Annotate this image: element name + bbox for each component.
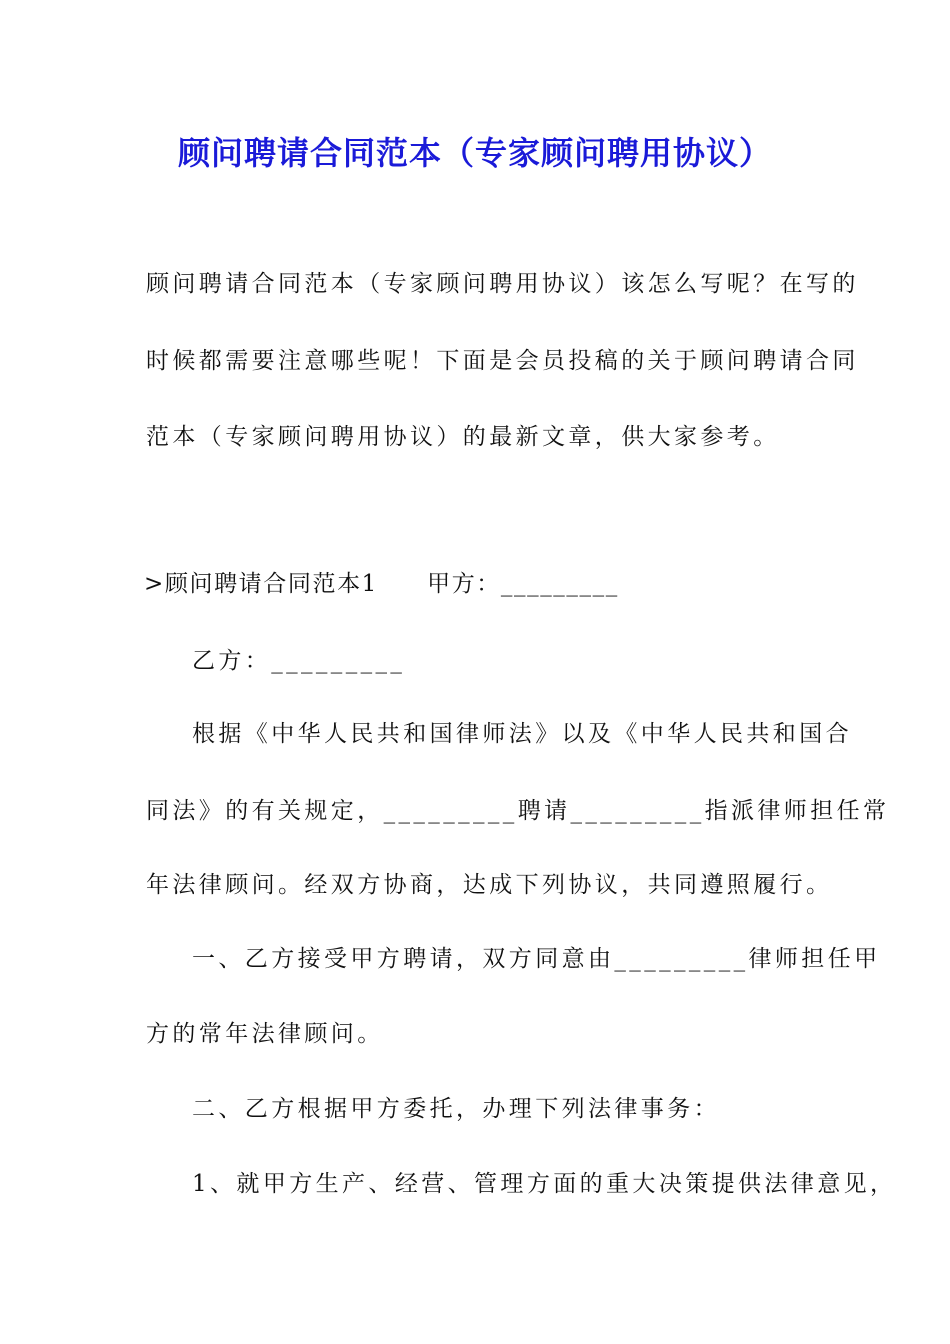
clause-1-line-1: 一、乙方接受甲方聘请，双方同意由_________律师担任甲	[192, 946, 881, 972]
intro-line-1: 顾问聘请合同范本（专家顾问聘用协议）该怎么写呢？在写的	[146, 271, 859, 297]
clause-1-line-2: 方的常年法律顾问。	[146, 1021, 384, 1047]
section-heading: >顾问聘请合同范本1 甲方：_________	[144, 571, 619, 597]
party-b-line: 乙方：_________	[192, 648, 406, 674]
clause-2-line: 二、乙方根据甲方委托，办理下列法律事务：	[192, 1096, 720, 1122]
item-1-line: 1、就甲方生产、经营、管理方面的重大决策提供法律意见，	[192, 1171, 897, 1197]
intro-line-2: 时候都需要注意哪些呢！下面是会员投稿的关于顾问聘请合同	[146, 348, 859, 374]
document-title: 顾问聘请合同范本（专家顾问聘用协议）	[177, 134, 772, 172]
intro-line-3: 范本（专家顾问聘用协议）的最新文章，供大家参考。	[146, 424, 780, 450]
paragraph-1-line-1: 根据《中华人民共和国律师法》以及《中华人民共和国合	[192, 721, 852, 747]
paragraph-1-line-2: 同法》的有关规定，_________聘请_________指派律师担任常	[146, 798, 890, 824]
paragraph-1-line-3: 年法律顾问。经双方协商，达成下列协议，共同遵照履行。	[146, 872, 833, 898]
